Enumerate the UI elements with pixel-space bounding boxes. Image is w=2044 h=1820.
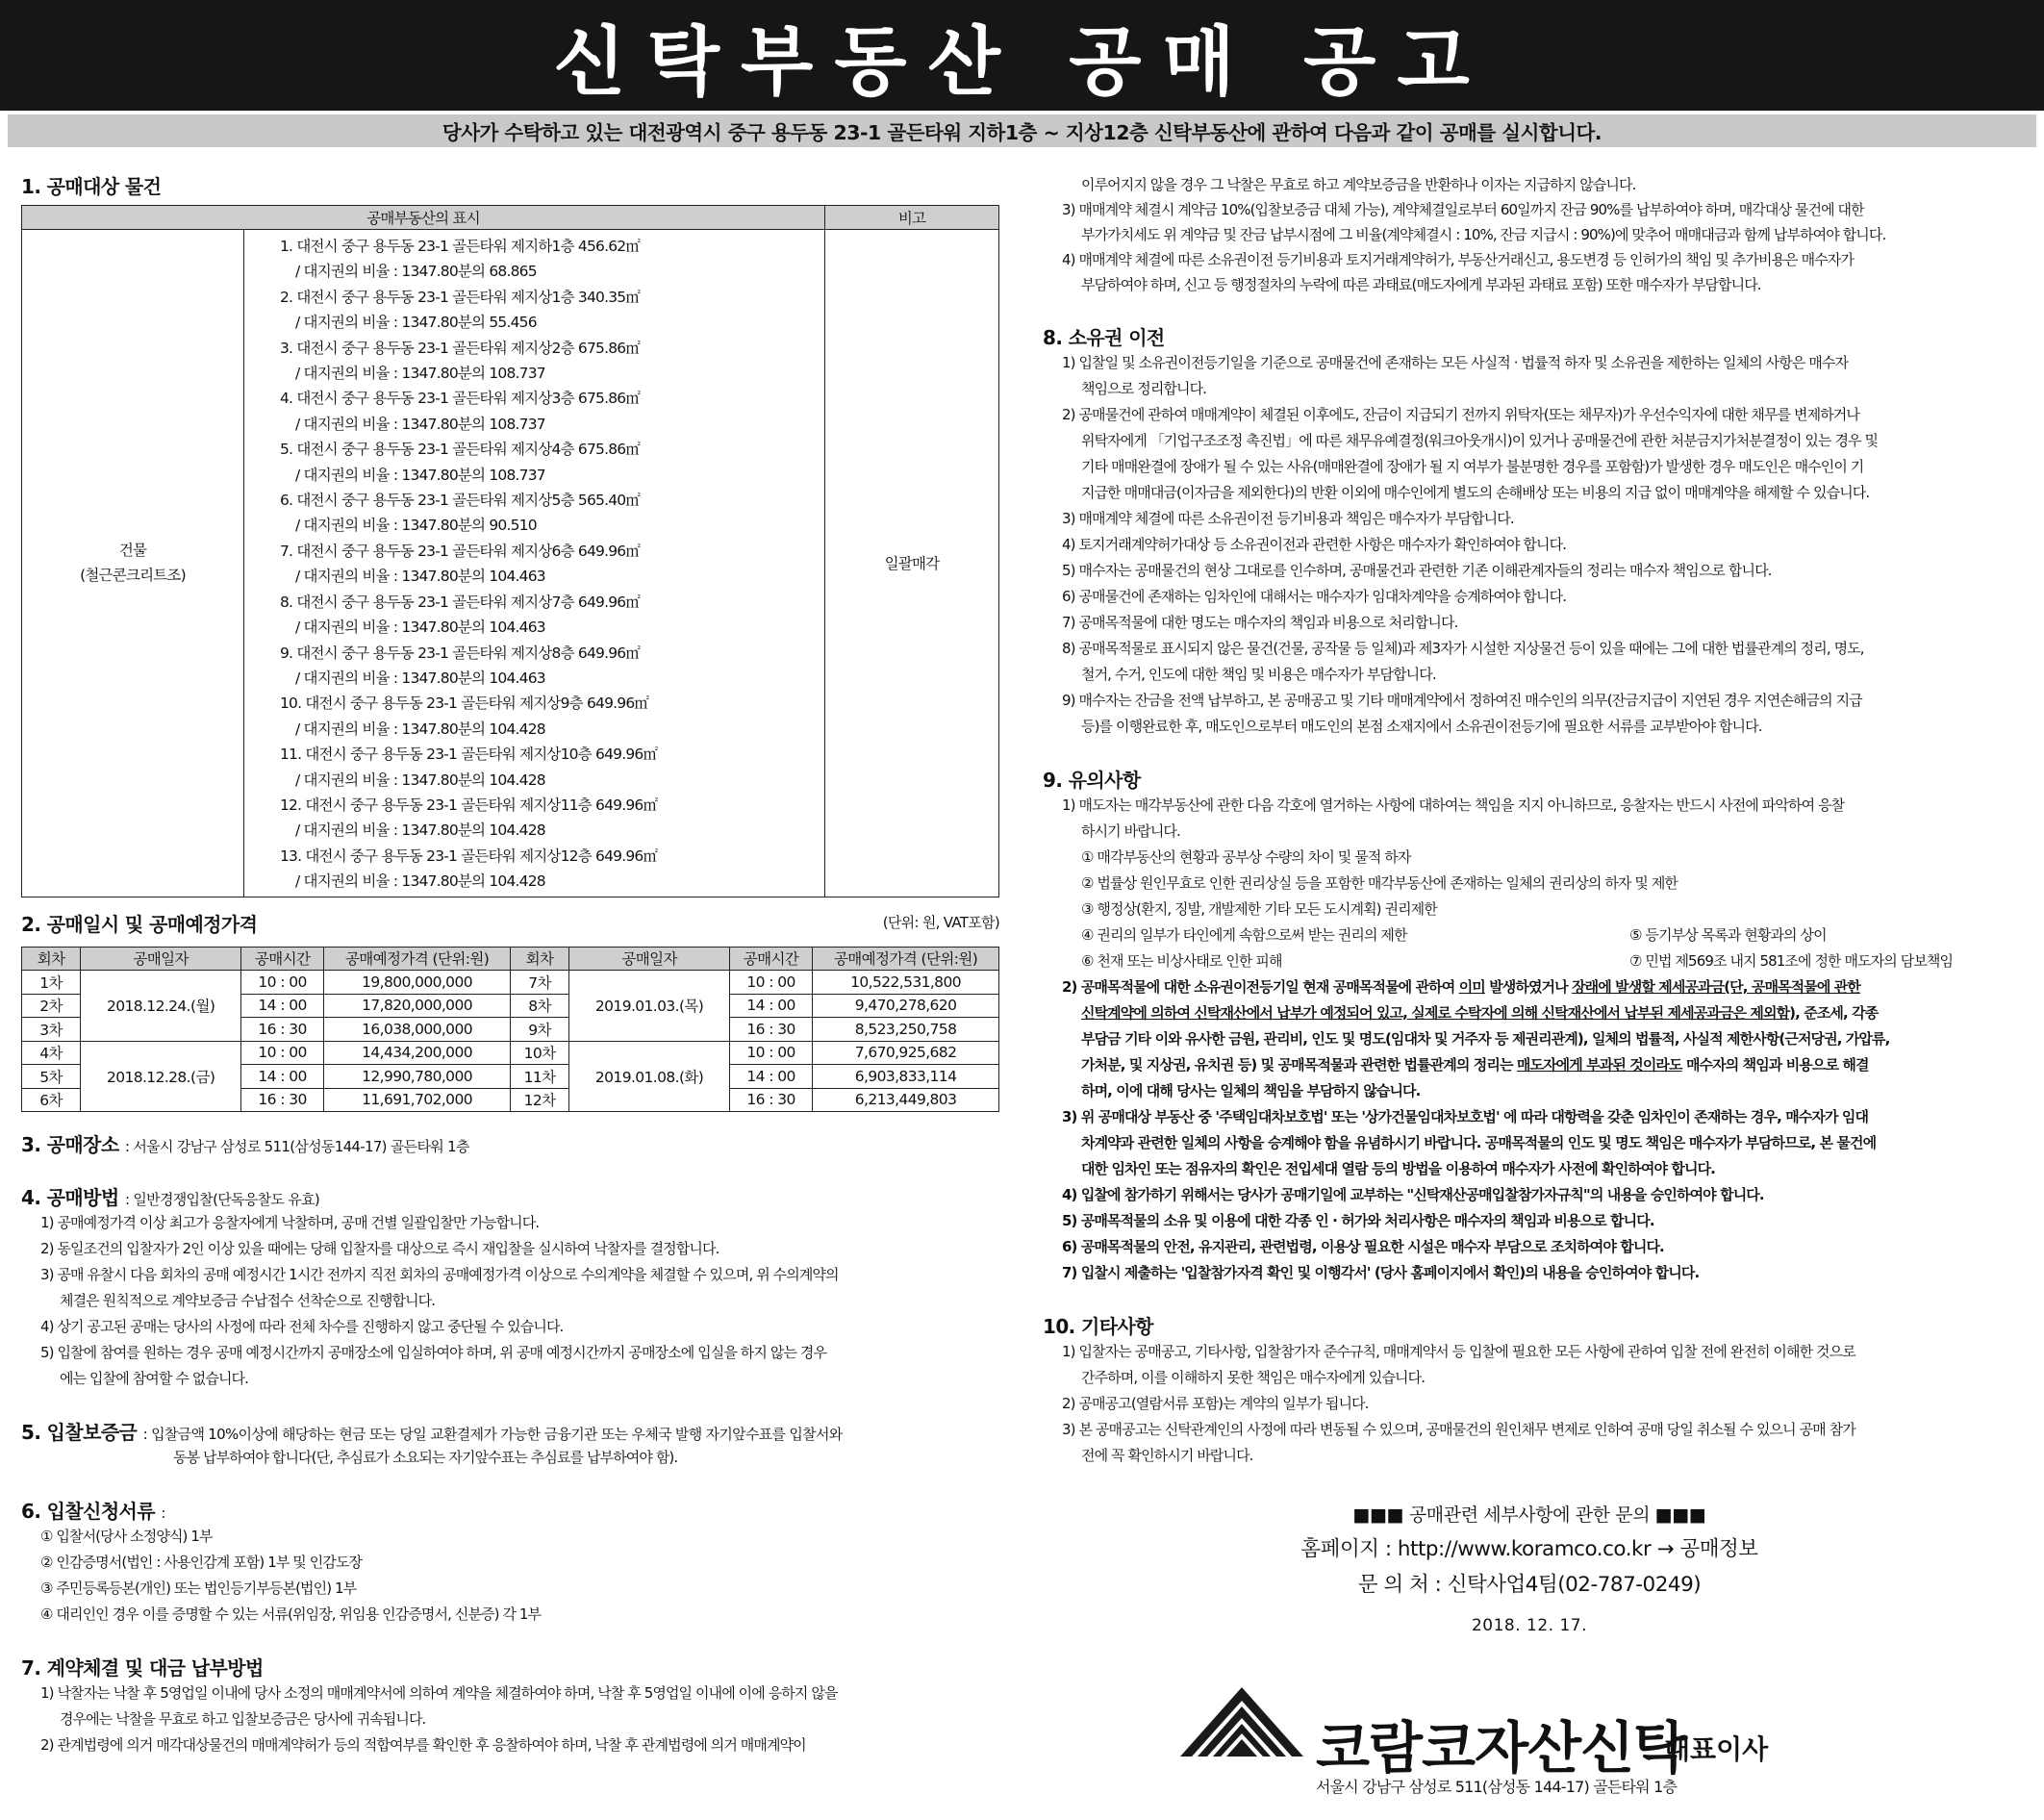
round-cell: 6차: [22, 1088, 81, 1112]
caveat-item: ① 매각부동산의 현황과 공부상 수량의 차이 및 물적 하자: [1081, 848, 1411, 866]
date-cell: 2018.12.28.(금): [81, 1041, 241, 1112]
property-list: [280, 234, 824, 895]
time-cell: 16 : 30: [730, 1018, 813, 1042]
round-cell: 7차: [510, 971, 568, 995]
s9-line: 차계약과 관련한 일체의 사항을 승계해야 함을 유념하시기 바랍니다. 공매목적물의 인도 및 명도 책임은 매수자가 부담하므로, 본 물건에: [1081, 1134, 1877, 1151]
price-cell: 12,990,780,000: [324, 1065, 511, 1089]
land-ratio: / 대지권의 비율 : 1347.80분의 104.428: [295, 822, 545, 840]
notice-title: 신탁부동산 공매 공고: [0, 0, 2044, 111]
s8-line: 4) 토지거래계약허가대상 등 소유권이전과 관련한 사항은 매수자가 확인하여야 합니다.: [1062, 536, 1567, 553]
text-run: 매수자의 책임과 비용으로 해결: [1681, 1056, 1869, 1074]
s8-line: 9) 매수자는 잔금을 전액 납부하고, 본 공매공고 및 기타 매매계약에서 정하여진 매수인의 의무(잔금지급이 지연된 경우 지연손해금의 지급: [1062, 692, 1862, 709]
property-item: 8. 대전시 중구 용두동 23-1 골든타워 제지상7층 649.96㎡: [280, 593, 641, 611]
s8-line: 등)를 이행완료한 후, 매도인으로부터 매도인의 본점 소재지에서 소유권이전등기에 필요한 서류를 교부받아야 합니다.: [1081, 718, 1762, 735]
right-column: [1043, 172, 2026, 1635]
s10-line: 간주하며, 이를 이해하지 못한 책임은 매수자에게 있습니다.: [1081, 1369, 1426, 1386]
time-cell: 14 : 00: [730, 994, 813, 1018]
company-logo-icon: [1178, 1685, 1305, 1762]
contact-header: ■■■ 공매관련 세부사항에 관한 문의 ■■■: [1352, 1504, 1706, 1526]
price-cell: 6,903,833,114: [813, 1065, 999, 1089]
property-item: 2. 대전시 중구 용두동 23-1 골든타워 제지상1층 340.35㎡: [280, 288, 641, 306]
schedule-col-header: 공매일자: [569, 947, 730, 971]
s7-line: 이루어지지 않을 경우 그 낙찰은 무효로 하고 계약보증금을 반환하나 이자는 지급하지 않습니다.: [1081, 176, 1636, 193]
land-ratio: / 대지권의 비율 : 1347.80분의 108.737: [295, 365, 545, 383]
document-item: ① 입찰서(당사 소정양식) 1부: [40, 1528, 213, 1546]
land-ratio: / 대지권의 비율 : 1347.80분의 104.463: [295, 568, 545, 586]
time-cell: 10 : 00: [730, 1041, 813, 1065]
deposit-line-1: : 입찰금액 10%이상에 해당하는 현금 또는 당일 교환결제가 가능한 금융기관 또는 우체국 발행 자기앞수표를 입찰서와: [142, 1426, 843, 1444]
property-item: 7. 대전시 중구 용두동 23-1 골든타워 제지상6층 649.96㎡: [280, 542, 641, 560]
s10-line: 1) 입찰자는 공매공고, 기타사항, 입찰참가자 준수규칙, 매매계약서 등 입찰에 필요한 모든 사항에 관하여 입찰 전에 완전히 이해한 것으로: [1062, 1343, 1855, 1360]
round-cell: 2차: [22, 994, 81, 1018]
land-ratio: / 대지권의 비율 : 1347.80분의 104.463: [295, 669, 545, 687]
section-6-colon: :: [161, 1504, 165, 1523]
s10-line: 2) 공매공고(열람서류 포함)는 계약의 일부가 됩니다.: [1062, 1395, 1369, 1412]
s7-line: 3) 매매계약 체결시 계약금 10%(입찰보증금 대체 가능), 계약체결일로부터 60일까지 잔금 90%를 납부하여야 하며, 매각대상 물건에 대한: [1062, 201, 1864, 218]
document-item: ② 인감증명서(법인 : 사용인감계 포함) 1부 및 인감도장: [40, 1554, 363, 1572]
document-item: ④ 대리인인 경우 이를 증명할 수 있는 서류(위임장, 위임용 인감증명서, 신분증) 각 1부: [40, 1605, 542, 1624]
s9-line-2b: [1043, 1000, 2026, 1026]
s9-line-2e: 하며, 이에 대해 당사는 일체의 책임을 부담하지 않습니다.: [1081, 1082, 1421, 1100]
building-structure: (철근콘크리트조): [80, 567, 186, 585]
section-3: [21, 1129, 1002, 1157]
company-address: 서울시 강남구 삼성로 511(삼성동 144-17) 골든타워 1층: [1316, 1778, 1678, 1796]
time-cell: 14 : 00: [730, 1065, 813, 1089]
underlined-text: 장래에 발생할 제세공과금(단, 공매목적물에 관한: [1572, 978, 1860, 996]
round-cell: 3차: [22, 1018, 81, 1042]
property-item: 10. 대전시 중구 용두동 23-1 골든타워 제지상9층 649.96㎡: [280, 695, 649, 713]
property-col-header: 공매부동산의 표시: [22, 206, 825, 230]
s9-line: 4) 입찰에 참가하기 위해서는 당사가 공매기일에 교부하는 "신탁재산공매입찰참가자규칙"의 내용을 승인하여야 합니다.: [1062, 1186, 1764, 1203]
price-cell: 19,800,000,000: [324, 971, 511, 995]
s8-line: 지급한 매매대금(이자금을 제외한다)의 반환 이외에 매수인에게 별도의 손해배상 또는 비용의 지급 없이 매매계약을 해제할 수 있습니다.: [1081, 484, 1870, 501]
land-ratio: / 대지권의 비율 : 1347.80분의 90.510: [295, 517, 537, 535]
time-cell: 16 : 30: [241, 1088, 324, 1112]
text-run: 가처분, 및 지상권, 유치권 등) 및 공매목적물과 관련한 법률관계의 정리는: [1081, 1056, 1517, 1074]
building-type: 건물: [118, 542, 147, 560]
left-column: [21, 171, 1002, 1758]
round-cell: 11차: [510, 1065, 568, 1089]
schedule-col-header: 회차: [510, 947, 568, 971]
s8-line: 2) 공매물건에 관하여 매매계약이 체결된 이후에도, 잔금이 지급되기 전까지 위탁자(또는 채무자)가 우선수익자에 대한 채무를 변제하거나: [1062, 406, 1859, 423]
s9-line: 1) 매도자는 매각부동산에 관한 다음 각호에 열거하는 사항에 대하여는 책임을 지지 아니하므로, 응찰자는 반드시 사전에 파악하여 응찰: [1062, 796, 1845, 814]
schedule-col-header: 공매시간: [241, 947, 324, 971]
price-cell: 16,038,000,000: [324, 1018, 511, 1042]
price-cell: 17,820,000,000: [324, 994, 511, 1018]
caveat-item: ④ 권리의 일부가 타인에게 속함으로써 받는 권리의 제한: [1081, 926, 1407, 944]
s9-line: 하시기 바랍니다.: [1081, 822, 1180, 840]
round-cell: 12차: [510, 1088, 568, 1112]
price-cell: 10,522,531,800: [813, 971, 999, 995]
schedule-table: [21, 947, 999, 1113]
round-cell: 5차: [22, 1065, 81, 1089]
time-cell: 10 : 00: [241, 971, 324, 995]
company-signature: [1178, 1685, 1929, 1810]
s4-line: 2) 동일조건의 입찰자가 2인 이상 있을 때에는 당해 입찰자를 대상으로 즉시 재입찰을 실시하여 낙찰자를 결정합니다.: [40, 1240, 719, 1258]
section-6-heading: 6. 입찰신청서류: [21, 1500, 155, 1524]
section-5-heading: 5. 입찰보증금: [21, 1421, 138, 1445]
section-4-heading: 4. 공매방법: [21, 1186, 119, 1210]
deposit-line-2: 동봉 납부하여야 합니다(단, 추심료가 소요되는 자기앞수표는 추심료를 납부하여야 함).: [173, 1449, 678, 1467]
property-item: 13. 대전시 중구 용두동 23-1 골든타워 제지상12층 649.96㎡: [280, 847, 658, 865]
section-1-heading: 1. 공매대상 물건: [21, 175, 162, 198]
caveat-item: ② 법률상 원인무효로 인한 권리상실 등을 포함한 매각부동산에 존재하는 일체의 권리상의 하자 및 제한: [1081, 874, 1678, 892]
schedule-col-header: 회차: [22, 947, 81, 971]
underlined-text: 매도자에게 부과된 것이라도: [1516, 1056, 1682, 1074]
date-cell: 2019.01.08.(화): [569, 1041, 730, 1112]
s10-line: 전에 꼭 확인하시기 바랍니다.: [1081, 1447, 1253, 1464]
note-cell: 일괄매각: [825, 230, 999, 897]
contact-phone: 문 의 처 : 신탁사업4팀(02-787-0249): [1357, 1573, 1702, 1597]
price-cell: 11,691,702,000: [324, 1088, 511, 1112]
property-item: 5. 대전시 중구 용두동 23-1 골든타워 제지상4층 675.86㎡: [280, 441, 641, 459]
land-ratio: / 대지권의 비율 : 1347.80분의 68.865: [295, 263, 537, 281]
section-8-heading: 8. 소유권 이전: [1043, 326, 1165, 349]
text-run: 발생하였거나: [1484, 978, 1573, 996]
s8-line: 철거, 수거, 인도에 대한 책임 및 비용은 매수자가 부담합니다.: [1081, 666, 1436, 683]
property-list-cell: [244, 230, 825, 897]
caveat-row: [1043, 923, 2026, 948]
time-cell: 10 : 00: [241, 1041, 324, 1065]
s7-line: 부담하여야 하며, 신고 등 행정절차의 누락에 따른 과태료(매도자에게 부과된 과태료 포함) 또한 매수자가 부담합니다.: [1081, 276, 1761, 293]
s8-line: 7) 공매목적물에 대한 명도는 매수자의 책임과 비용으로 처리합니다.: [1062, 614, 1458, 631]
s4-line: 체결은 원칙적으로 계약보증금 수납접수 선착순으로 진행합니다.: [60, 1292, 436, 1310]
caveat-item: ⑥ 천재 또는 비상사태로 인한 피해: [1081, 952, 1282, 970]
section-3-heading: 3. 공매장소: [21, 1133, 119, 1157]
text-run: 2) 공매목적물에 대한 소유권이전등기일 현재 공매목적물에 관하여: [1062, 978, 1459, 996]
section-5: [21, 1417, 1002, 1445]
s4-line: 1) 공매예정가격 이상 최고가 응찰자에게 낙찰하며, 공매 건별 일괄입찰만 가능합니다.: [40, 1214, 540, 1232]
schedule-col-header: 공매예정가격 (단위:원): [813, 947, 999, 971]
round-cell: 9차: [510, 1018, 568, 1042]
price-cell: 14,434,200,000: [324, 1041, 511, 1065]
auction-place: : 서울시 강남구 삼성로 511(삼성동144-17) 골든타워 1층: [124, 1138, 469, 1156]
s7-line: 경우에는 낙찰을 무효로 하고 입찰보증금은 당사에 귀속됩니다.: [60, 1710, 426, 1729]
time-cell: 14 : 00: [241, 994, 324, 1018]
s9-line: 7) 입찰시 제출하는 '입찰참가자격 확인 및 이행각서' (당사 홈페이지에서 확인)의 내용을 승인하여야 합니다.: [1062, 1264, 1700, 1281]
property-item: 6. 대전시 중구 용두동 23-1 골든타워 제지상5층 565.40㎡: [280, 492, 641, 510]
s8-line: 위탁자에게 「기업구조조정 촉진법」에 따른 채무유예결정(워크아웃개시)이 있거나 공매물건에 관한 처분금지가처분결정이 있는 경우 및: [1081, 432, 1879, 449]
company-representative: 대표이사: [1664, 1733, 1769, 1765]
price-cell: 8,523,250,758: [813, 1018, 999, 1042]
property-table: [21, 205, 999, 897]
section-4: [21, 1182, 1002, 1210]
section-2-heading-row: [21, 909, 999, 937]
s8-line: 기타 매매완결에 장애가 될 수 있는 사유(매매완결에 장애가 될 지 여부가 불분명한 경우를 포함함)가 발생한 경우 매도인은 매수인이 기: [1081, 458, 1864, 475]
price-unit-note: (단위: 원, VAT포함): [882, 913, 999, 931]
s10-line: 3) 본 공매공고는 신탁관계인의 사정에 따라 변동될 수 있으며, 공매물건의 원인채무 변제로 인하여 공매 당일 취소될 수 있으니 공매 참가: [1062, 1421, 1855, 1438]
land-ratio: / 대지권의 비율 : 1347.80분의 104.428: [295, 720, 545, 738]
section-9-heading: 9. 유의사항: [1043, 769, 1141, 792]
s9-line: 3) 위 공매대상 부동산 중 '주택임대차보호법' 또는 '상가건물임대차보호법' 에 따라 대항력을 갖춘 임차인이 존재하는 경우, 매수자가 임대: [1062, 1108, 1869, 1125]
land-ratio: / 대지권의 비율 : 1347.80분의 108.737: [295, 415, 545, 433]
caveat-item: ⑦ 민법 제569조 내지 581조에 정한 매도자의 담보책임: [1629, 952, 1954, 970]
round-cell: 4차: [22, 1041, 81, 1065]
s4-line: 에는 입찰에 참여할 수 없습니다.: [60, 1370, 249, 1388]
land-ratio: / 대지권의 비율 : 1347.80분의 104.428: [295, 872, 545, 891]
s9-line-2c: 부담금 기타 이와 유사한 금원, 관리비, 인도 및 명도(임대차 및 거주자 등 제권리관계), 일체의 법률적, 사실적 제한사항(근저당권, 가압류,: [1081, 1030, 1890, 1048]
land-ratio: / 대지권의 비율 : 1347.80분의 55.456: [295, 314, 537, 332]
round-cell: 8차: [510, 994, 568, 1018]
s9-line-2a: [1043, 974, 2026, 1000]
note-col-header: 비고: [825, 206, 999, 230]
s7-line: 2) 관계법령에 의거 매각대상물건의 매매계약허가 등의 적합여부를 확인한 후 응찰하여야 하며, 낙찰 후 관계법령에 의거 매매계약이: [40, 1736, 806, 1755]
s8-line: 책임으로 정리합니다.: [1081, 380, 1207, 397]
s7-line: 1) 낙찰자는 낙찰 후 5영업일 이내에 당사 소정의 매매계약서에 의하여 계약을 체결하여야 하며, 낙찰 후 5영업일 이내에 이에 응하지 않을: [40, 1684, 838, 1703]
s9-line-2d: [1043, 1052, 2026, 1078]
s8-line: 8) 공매목적물로 표시되지 않은 물건(건물, 공작물 등 일체)과 제3자가 시설한 지상물건 등이 있을 때에는 그에 대한 법률관계의 정리, 명도,: [1062, 640, 1864, 657]
price-cell: 9,470,278,620: [813, 994, 999, 1018]
price-cell: 7,670,925,682: [813, 1041, 999, 1065]
s7-line: 4) 매매계약 체결에 따른 소유권이전 등기비용과 토지거래계약허가, 부동산거래신고, 용도변경 등 인허가의 책임 및 추가비용은 매수자가: [1062, 251, 1854, 268]
s7-line: 부가가치세도 위 계약금 및 잔금 납부시점에 그 비율(계약체결시 : 10%, 잔금 지급시 : 90%)에 맞추어 매매대금과 함께 납부하여야 합니다.: [1081, 226, 1886, 243]
s8-line: 5) 매수자는 공매물건의 현상 그대로를 인수하며, 공매물건과 관련한 기존 이해관계자들의 정리는 매수자 책임으로 합니다.: [1062, 562, 1772, 579]
date-cell: 2018.12.24.(월): [81, 971, 241, 1042]
underlined-text: 이미: [1458, 978, 1485, 996]
property-item: 1. 대전시 중구 용두동 23-1 골든타워 제지하1층 456.62㎡: [280, 238, 641, 255]
company-name: 코람코자산신탁: [1316, 1715, 1687, 1781]
document-item: ③ 주민등록등본(개인) 또는 법인등기부등본(법인) 1부: [40, 1580, 357, 1598]
time-cell: 14 : 00: [241, 1065, 324, 1089]
schedule-col-header: 공매시간: [730, 947, 813, 971]
property-item: 9. 대전시 중구 용두동 23-1 골든타워 제지상8층 649.96㎡: [280, 644, 641, 662]
notice-subtitle: 당사가 수탁하고 있는 대전광역시 중구 용두동 23-1 골든타워 지하1층 ~ 지상12층 신탁부동산에 관하여 다음과 같이 공매를 실시합니다.: [8, 114, 2036, 147]
s4-line: 5) 입찰에 참여를 원하는 경우 공매 예정시간까지 공매장소에 입실하여야 하며, 위 공매 예정시간까지 공매장소에 입실을 하지 않는 경우: [40, 1344, 827, 1362]
section-10-heading: 10. 기타사항: [1043, 1315, 1153, 1338]
property-item: 12. 대전시 중구 용두동 23-1 골든타워 제지상11층 649.96㎡: [280, 796, 658, 814]
s8-line: 3) 매매계약 체결에 따른 소유권이전 등기비용과 책임은 매수자가 부담합니다.: [1062, 510, 1514, 527]
section-6: [21, 1496, 1002, 1524]
s8-line: 6) 공매물건에 존재하는 임차인에 대해서는 매수자가 임대차계약을 승계하여야 합니다.: [1062, 588, 1567, 605]
caveat-row: [1043, 948, 2026, 974]
s4-line: 4) 상기 공고된 공매는 당사의 사정에 따라 전체 차수를 진행하지 않고 중단될 수 있습니다.: [40, 1318, 564, 1336]
time-cell: 16 : 30: [730, 1088, 813, 1112]
section-2-heading: 2. 공매일시 및 공매예정가격: [21, 912, 258, 936]
underlined-text: 신탁계약에 의하여 신탁재산에서 납부가 예정되어 있고, 실제로 수탁자에 의해 신탁재산에서 납부된 제세공과금은 제외함): [1081, 1004, 1796, 1022]
property-item: 4. 대전시 중구 용두동 23-1 골든타워 제지상3층 675.86㎡: [280, 390, 641, 408]
caveat-item: ③ 행정상(환지, 징발, 개발제한 기타 모든 도시계획) 권리제한: [1081, 900, 1437, 918]
s9-line: 6) 공매목적물의 안전, 유지관리, 관련법령, 이용상 필요한 시설은 매수자 부담으로 조치하여야 합니다.: [1062, 1238, 1664, 1255]
contact-block: [1033, 1500, 2026, 1635]
section-7-heading: 7. 계약체결 및 대금 납부방법: [21, 1656, 264, 1681]
building-type-cell: [22, 230, 244, 897]
contact-homepage[interactable]: 홈페이지 : http://www.koramco.co.kr → 공매정보: [1300, 1537, 1758, 1561]
round-cell: 10차: [510, 1041, 568, 1065]
land-ratio: / 대지권의 비율 : 1347.80분의 108.737: [295, 466, 545, 484]
caveat-item: ⑤ 등기부상 목록과 현황과의 상이: [1629, 926, 1827, 944]
price-cell: 6,213,449,803: [813, 1088, 999, 1112]
s9-line: 5) 공매목적물의 소유 및 이용에 대한 각종 인 · 허가와 처리사항은 매수자의 책임과 비용으로 합니다.: [1062, 1212, 1654, 1229]
schedule-col-header: 공매일자: [81, 947, 241, 971]
round-cell: 1차: [22, 971, 81, 995]
auction-method: : 일반경쟁입찰(단독응찰도 유효): [124, 1191, 320, 1209]
property-item: 11. 대전시 중구 용두동 23-1 골든타워 제지상10층 649.96㎡: [280, 746, 658, 764]
notice-date: 2018. 12. 17.: [1471, 1616, 1588, 1635]
land-ratio: / 대지권의 비율 : 1347.80분의 104.428: [295, 771, 545, 789]
time-cell: 16 : 30: [241, 1018, 324, 1042]
date-cell: 2019.01.03.(목): [569, 971, 730, 1042]
land-ratio: / 대지권의 비율 : 1347.80분의 104.463: [295, 619, 545, 637]
schedule-col-header: 공매예정가격 (단위:원): [324, 947, 511, 971]
text-run: , 준조세, 각종: [1795, 1004, 1879, 1022]
property-item: 3. 대전시 중구 용두동 23-1 골든타워 제지상2층 675.86㎡: [280, 339, 641, 357]
s9-line: 대한 임차인 또는 점유자의 확인은 전입세대 열람 등의 방법을 이용하여 매수자가 사전에 확인하여야 합니다.: [1081, 1160, 1715, 1177]
s4-line: 3) 공매 유찰시 다음 회차의 공매 예정시간 1시간 전까지 직전 회차의 공매예정가격 이상으로 수의계약을 체결할 수 있으며, 위 수의계약의: [40, 1266, 839, 1284]
s8-line: 1) 입찰일 및 소유권이전등기일을 기준으로 공매물건에 존재하는 모든 사실적 · 법률적 하자 및 소유권을 제한하는 일체의 사항은 매수자: [1062, 354, 1849, 371]
time-cell: 10 : 00: [730, 971, 813, 995]
